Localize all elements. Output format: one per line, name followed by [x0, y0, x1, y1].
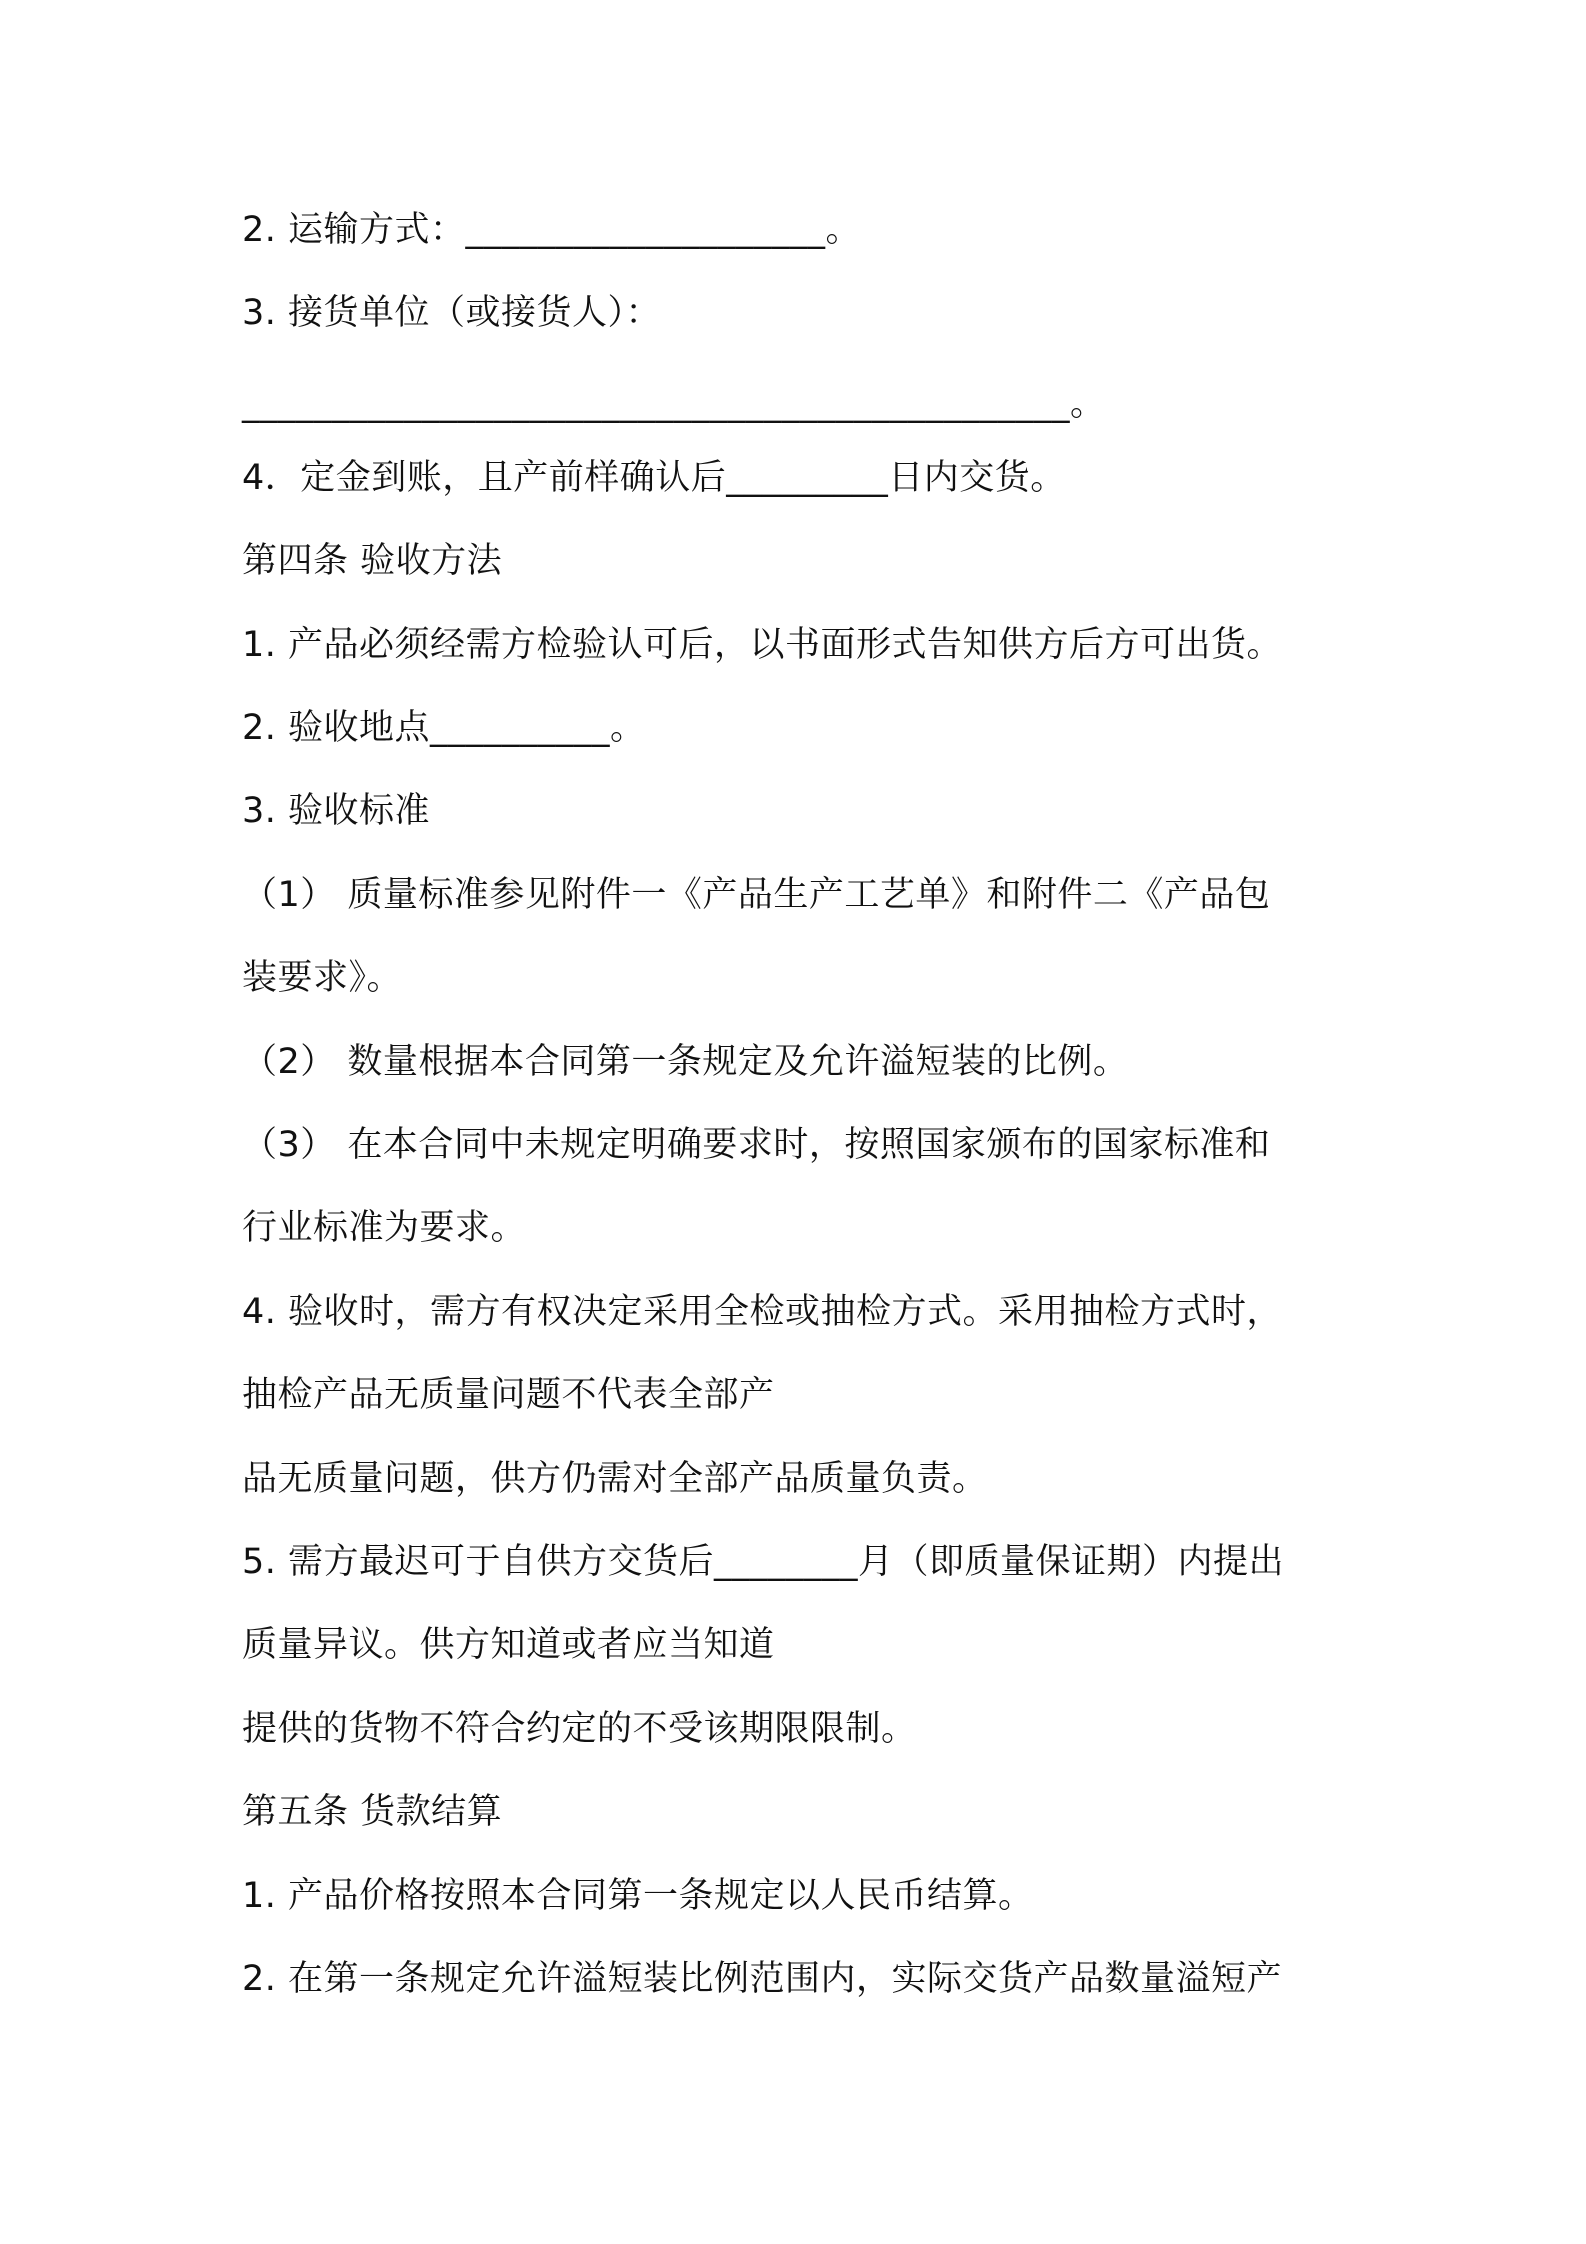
text-line: 4. 验收时，需方有权决定采用全检或抽检方式。采用抽检方式时，	[242, 1292, 1283, 1332]
text-line: 抽检产品无质量问题不代表全部产	[242, 1375, 775, 1415]
text-line: 4．定金到账，且产前样确认后_________日内交货。	[242, 458, 1066, 498]
text-line: （1） 质量标准参见附件一《产品生产工艺单》和附件二《产品包	[242, 875, 1271, 915]
text-line: 装要求》。	[242, 958, 403, 998]
text-line: 1. 产品必须经需方检验认可后，以书面形式告知供方后方可出货。	[242, 625, 1283, 665]
text-line: 1. 产品价格按照本合同第一条规定以人民币结算。	[242, 1876, 1034, 1916]
text-line: 3. 接货单位（或接货人）：	[242, 293, 662, 333]
text-line: ______________________________________________。	[242, 384, 1106, 424]
text-line: 质量异议。供方知道或者应当知道	[242, 1625, 775, 1665]
section-heading: 第五条 货款结算	[242, 1792, 503, 1832]
text-line: 2. 在第一条规定允许溢短装比例范围内，实际交货产品数量溢短产	[242, 1959, 1283, 1999]
section-heading: 第四条 验收方法	[242, 541, 503, 581]
text-line: 品无质量问题，供方仍需对全部产品质量负责。	[242, 1459, 988, 1499]
text-line: 行业标准为要求。	[242, 1208, 527, 1248]
text-line: （2） 数量根据本合同第一条规定及允许溢短装的比例。	[242, 1042, 1129, 1082]
text-line: 2. 验收地点__________。	[242, 708, 646, 748]
text-line: 2. 运输方式：____________________。	[242, 210, 862, 250]
text-line: 5. 需方最迟可于自供方交货后________月（即质量保证期）内提出	[242, 1542, 1285, 1582]
text-line: （3） 在本合同中未规定明确要求时，按照国家颁布的国家标准和	[242, 1125, 1271, 1165]
text-line: 3. 验收标准	[242, 791, 431, 831]
text-line: 提供的货物不符合约定的不受该期限限制。	[242, 1709, 917, 1749]
